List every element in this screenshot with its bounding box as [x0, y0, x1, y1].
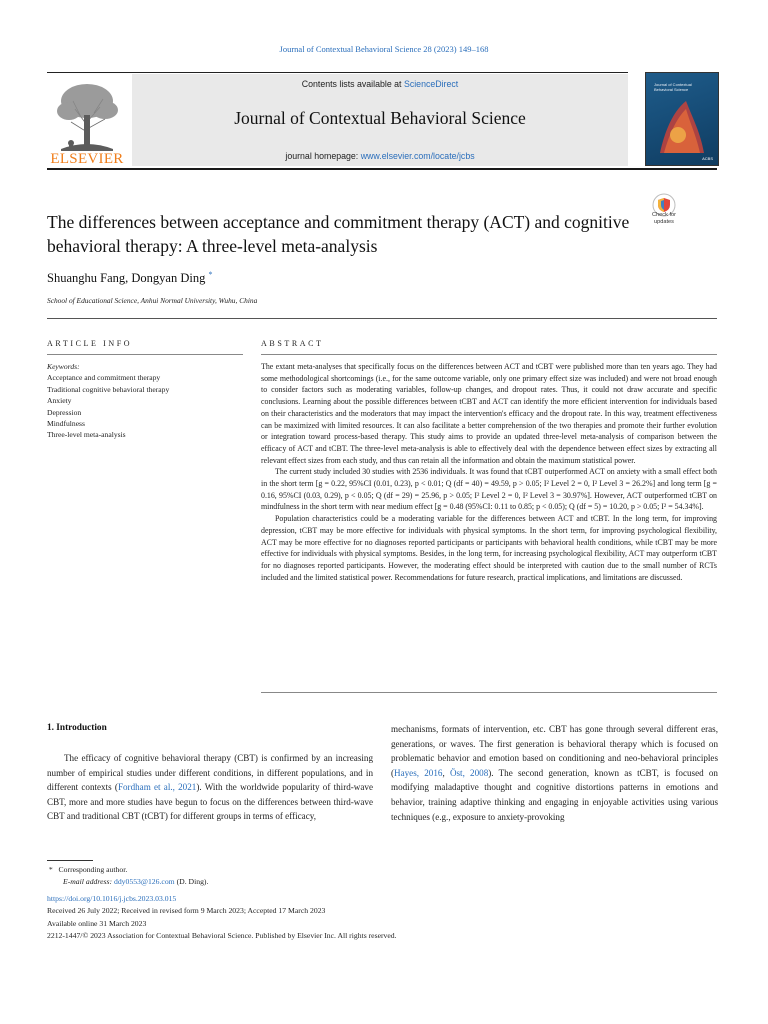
available-online: Available online 31 March 2023: [47, 918, 147, 928]
contents-line: Contents lists available at ScienceDirect: [301, 79, 459, 89]
abstract-bottom-rule: [261, 692, 717, 693]
article-info-heading: ARTICLE INFO: [47, 339, 133, 348]
check-for-updates-label[interactable]: [638, 212, 690, 225]
keyword-item: Mindfulness: [47, 419, 85, 429]
elsevier-wordmark: ELSEVIER: [50, 151, 124, 167]
corresponding-author-note: * Corresponding author.: [48, 865, 128, 874]
footnotes: [47, 864, 717, 942]
check-updates-line2: updates: [654, 218, 674, 225]
keywords-label: Keywords:: [47, 362, 80, 371]
introduction-heading: 1. Introduction: [47, 723, 107, 733]
journal-homepage-link[interactable]: www.elsevier.com/locate/jcbs: [360, 151, 475, 161]
abstract-paragraph-1: The extant meta-analyses that specifically focus on the differences between ACT and tCBT were published more than ten years ago. They had some methodological shortcomings (i.e., for the same outcome variable, only one primary effect size was included) and were not broad enough to consider factors such as moderating variables, follow-up changes, and dropout rates. Thus, it could not draw accurate and specific conclusions. Learning about the possible differences between tCBT and ACT can identify the more efficient intervention for individuals based on their characteristics and the moderators that may impact the intervention's efficacy and the dropout rate. In this way, treatment effectiveness can be maximized with limited resources. It can also facilitate a better comprehension of the two therapies and promote their further evolution or integration toward process-based therapy. This study aims to provide an updated three-level meta-analysis of comparison between the efficacy of ACT and tCBT. The three-level meta-analysis is able to effectively deal with the dependence between effect sizes by extracting all relevant effect sizes from each study, and thus can retain all the information and obtain the maximum statistical power.: [261, 362, 717, 465]
citation-fordham-link[interactable]: Fordham et al., 2021: [117, 782, 197, 793]
abstract-body: [261, 361, 717, 583]
abstract-heading: ABSTRACT: [261, 339, 324, 348]
abstract-paragraph-3: Population characteristics could be a moderating variable for the differences between ACT and tCBT. In the long term, for improving depression, tCBT may be more effective for individuals with physical symptoms. In the short term, for improving psychological flexibility, ACT may be more effective for no diagnoses reported participants or participants with behavioral health conditions, while tCBT may be more effective for individuals with physical symptoms. Besides, in the long term, for increasing psychological flexibility, ACT may outperform tCBT for no diagnoses reported participants. However, the moderating effect should be interpreted with caution due to the small number of RCTs included and the limited statistical power. Recommendations for future research, practical implications, and limitations are discussed.: [261, 514, 717, 582]
article-info-rule: [47, 354, 243, 355]
received-dates: Received 26 July 2022; Received in revised form 9 March 2023; Accepted 17 March 2023: [47, 906, 326, 916]
author-names: Shuanghu Fang, Dongyan Ding: [47, 271, 206, 286]
affiliation-rule: [47, 318, 717, 319]
citation-ost-link[interactable]: Öst, 2008: [449, 767, 489, 778]
homepage-line: journal homepage: www.elsevier.com/locate/jcbs: [285, 151, 475, 161]
email-note: E-mail address: ddy0553@126.com (D. Ding).: [63, 877, 209, 887]
cover-badge: ACBS: [702, 156, 713, 161]
article-title: The differences between acceptance and commitment therapy (ACT) and cognitive behavioral therapy: A three-level meta-analysis: [47, 212, 630, 256]
doi-link[interactable]: https://doi.org/10.1016/j.jcbs.2023.03.015: [47, 893, 177, 903]
author-list: [47, 270, 212, 286]
abstract-paragraph-2: The current study included 30 studies with 2536 individuals. It was found that tCBT outperformed ACT on anxiety with a small effect both in the short term [g = 0.22, 95%CI (0.01, 0.23), p < 0.01; Q (df = 40) = 49.59, p > 0.05; I² Level 2 = 0, I² Level 3 = 26.2%] and long term [g = 0.16, 95%CI (0.03, 0.29), p < 0.05; Q (df = 29) = 25.96, p > 0.05; I² Level 2 = 0, I² Level 3 = 30.97%]. However, ACT outperformed tCBT on mindfulness in the short term with near medium effect [g = 0.48 (95%CI: 0.11 to 0.85; p < 0.05); Q (df = 5) = 10.20, p > 0.05; I² = 54.34%].: [261, 467, 717, 512]
journal-title: Journal of Contextual Behavioral Science: [234, 108, 526, 128]
keywords-block: [47, 361, 243, 441]
check-updates-line1: Check for: [652, 212, 676, 218]
affiliation: School of Educational Science, Anhui Normal University, Wuhu, China: [47, 296, 258, 305]
cover-art-icon: [656, 95, 708, 155]
header-bottom-rule: [47, 168, 717, 170]
keyword-item: Acceptance and commitment therapy: [47, 373, 161, 383]
abstract-rule: [261, 354, 717, 355]
citation-hayes-link[interactable]: Hayes, 2016: [394, 767, 443, 778]
footnote-rule: [47, 860, 93, 861]
introduction-paragraph-col1: The efficacy of cognitive behavioral therapy (CBT) is confirmed by an increasing number of empirical studies under different conditions, in different populations, and in different contexts (Fordham et al., 2021). With the worldwide popularity of third-wave CBT, more and more studies have begun to focus on the differences between third-wave CBT and traditional CBT (tCBT) for different groups in terms of efficacy,: [47, 753, 373, 822]
cover-title: Journal of Contextual Behavioral Science: [654, 82, 692, 92]
sciencedirect-link[interactable]: ScienceDirect: [403, 79, 459, 89]
corresponding-author-marker[interactable]: *: [208, 270, 213, 279]
copyright-line: 2212-1447/© 2023 Association for Contextual Behavioral Science. Published by Elsevier Inc. All rights reserved.: [47, 931, 397, 941]
keyword-item: Three-level meta-analysis: [47, 430, 126, 440]
email-link[interactable]: ddy0553@126.com: [113, 877, 175, 887]
introduction-paragraph-col2: mechanisms, formats of intervention, etc. CBT has gone through several different eras, generations, or waves. The first generation is behavioral therapy which is focused on problematic behavior and emotion based on conditioning and neo-behavioral principles (Hayes, 2016, Öst, 2008). The second generation, known as tCBT, is focused on modifying maladaptive thought and cognitive distortions patterns in emotions and behavior, training adaptive thinking and engaging in enjoyable activities using various techniques (e.g., exposure to anxiety-provoking: [391, 724, 718, 822]
keyword-item: Traditional cognitive behavioral therapy: [47, 384, 170, 394]
running-head[interactable]: Journal of Contextual Behavioral Science 28 (2023) 149–168: [279, 44, 489, 54]
keyword-item: Depression: [47, 407, 82, 417]
header-top-rule: [47, 72, 628, 73]
keyword-item: Anxiety: [47, 396, 72, 406]
journal-cover-thumbnail[interactable]: [645, 72, 719, 166]
